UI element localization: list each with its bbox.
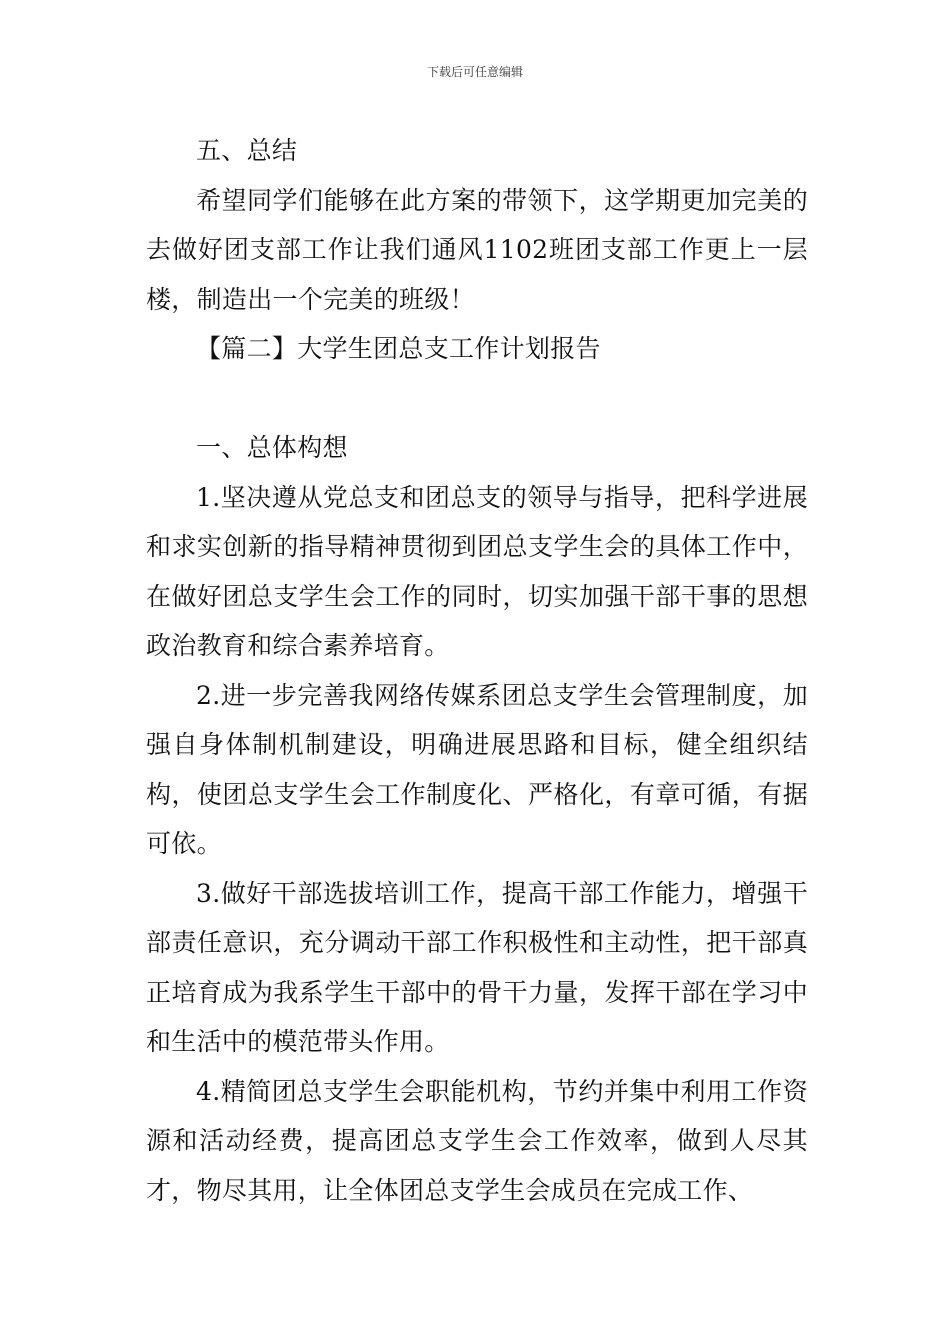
header-note: 下载后可任意编辑 [426,65,523,79]
section-heading-summary: 五、总结 [196,136,298,165]
part-two-title: 【篇二】大学生团总支工作计划报告 [196,334,601,363]
section-heading-overall-concept: 一、总体构想 [196,433,348,462]
paragraph-item-1: 1.坚决遵从党总支和团总支的领导与指导，把科学进展和求实创新的指导精神贯彻到团总支学生会的具体工作中，在做好团总支学生会工作的同时，切实加强干部干事的思想政治教育和综合素养培育。 [146,482,808,660]
paragraph-item-4: 4.精简团总支学生会职能机构，节约并集中利用工作资源和活动经费，提高团总支学生会工作效率，做到人尽其才，物尽其用，让全体团总支学生会成员在完成工作、 [146,1076,808,1205]
paragraph-item-2: 2.进一步完善我网络传媒系团总支学生会管理制度，加强自身体制机制建设，明确进展思路和目标，健全组织结构，使团总支学生会工作制度化、严格化，有章可循，有据可依。 [146,680,808,858]
document-body [146,126,808,1215]
blank-line [146,374,808,424]
paragraph-summary: 希望同学们能够在此方案的带领下，这学期更加完美的去做好团支部工作让我们通风1102班团支部工作更上一层楼，制造出一个完美的班级！ [146,185,808,314]
paragraph-item-3: 3.做好干部选拔培训工作，提高干部工作能力，增强干部责任意识，充分调动干部工作积极性和主动性，把干部真正培育成为我系学生干部中的骨干力量，发挥干部在学习中和生活中的模范带头作用。 [146,878,808,1056]
